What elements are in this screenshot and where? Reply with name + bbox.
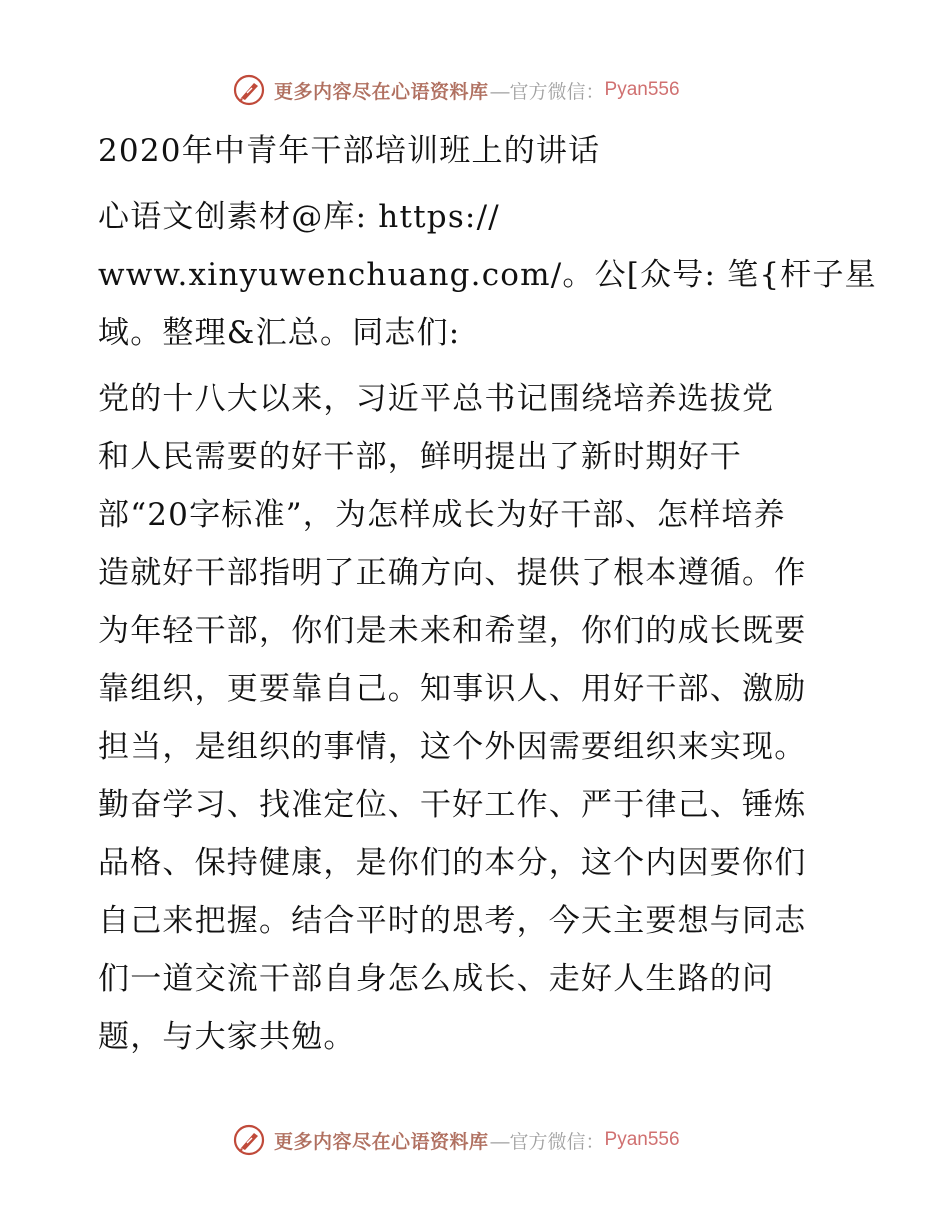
header-banner bbox=[232, 70, 752, 110]
pen-nib-logo-icon bbox=[232, 1123, 266, 1157]
paragraph-line: 题，与大家共勉。 bbox=[98, 1019, 356, 1055]
document-title: 2020年中青年干部培训班上的讲话 bbox=[98, 133, 601, 169]
paragraph-line: 担当，是组织的事情，这个外因需要组织来实现。 bbox=[98, 729, 807, 765]
intro-line: 域。整理&汇总。同志们: bbox=[98, 315, 461, 351]
intro-line: 心语文创素材@库: https:// bbox=[98, 199, 500, 235]
banner-wechat-id: Pyan556 bbox=[604, 79, 680, 100]
banner-label: —官方微信： bbox=[490, 1131, 605, 1153]
pen-nib-logo-icon bbox=[232, 73, 266, 107]
banner-text: 更多内容尽在心语资料库 bbox=[274, 80, 489, 103]
paragraph-line: 们一道交流干部自身怎么成长、走好人生路的问 bbox=[98, 961, 775, 997]
paragraph-line: 部“20字标准”，为怎样成长为好干部、怎样培养 bbox=[98, 497, 786, 533]
document-body bbox=[98, 122, 877, 1066]
paragraph-line: 品格、保持健康，是你们的本分，这个内因要你们 bbox=[98, 845, 807, 881]
paragraph-line: 和人民需要的好干部，鲜明提出了新时期好干 bbox=[98, 439, 742, 475]
intro-line: www.xinyuwenchuang.com/。公[众号: 笔{杆子星 bbox=[98, 257, 877, 293]
paragraph-line: 为年轻干部，你们是未来和希望，你们的成长既要 bbox=[98, 613, 807, 649]
paragraph-line: 造就好干部指明了正确方向、提供了根本遵循。作 bbox=[98, 555, 807, 591]
paragraph-line: 勤奋学习、找准定位、干好工作、严于律己、锤炼 bbox=[98, 787, 807, 823]
footer-banner bbox=[232, 1120, 752, 1160]
paragraph-line: 党的十八大以来，习近平总书记围绕培养选拔党 bbox=[98, 381, 775, 417]
paragraph-line: 靠组织，更要靠自己。知事识人、用好干部、激励 bbox=[98, 671, 807, 707]
banner-wechat-id: Pyan556 bbox=[604, 1129, 680, 1150]
paragraph-line: 自己来把握。结合平时的思考，今天主要想与同志 bbox=[98, 903, 807, 939]
banner-label: —官方微信： bbox=[490, 81, 605, 103]
banner-text: 更多内容尽在心语资料库 bbox=[274, 1130, 489, 1153]
